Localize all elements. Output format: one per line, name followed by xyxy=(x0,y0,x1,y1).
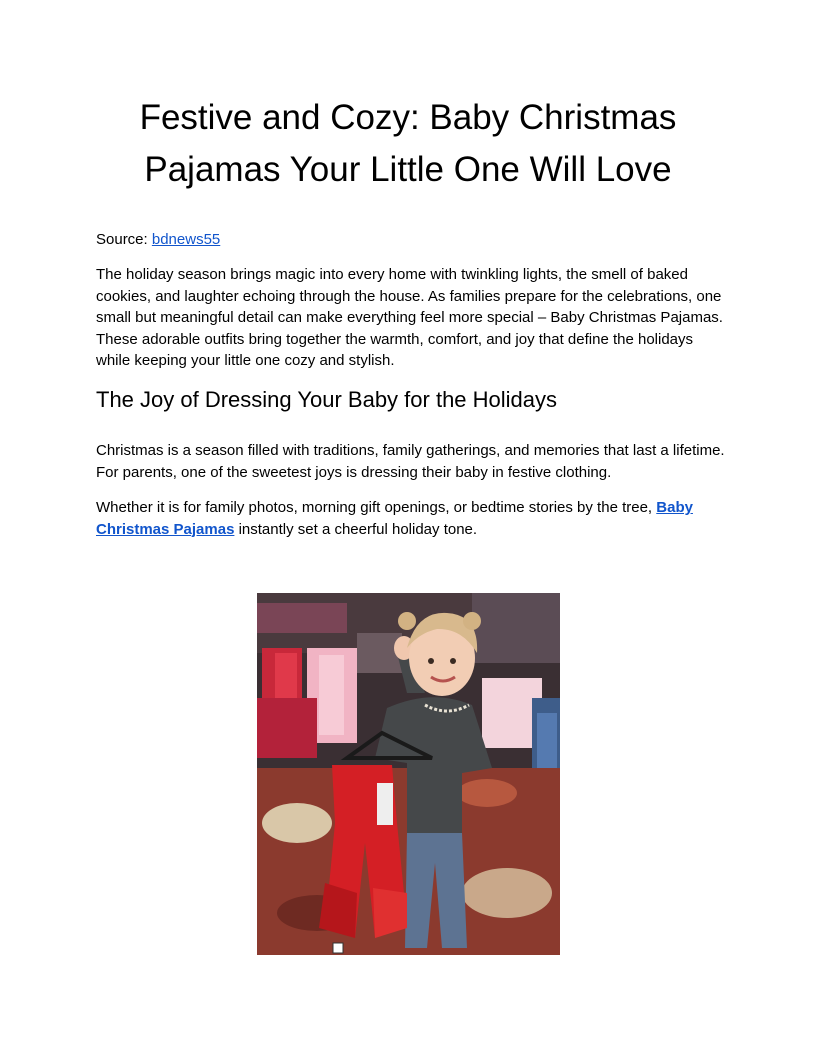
source-label: Source: xyxy=(96,231,152,248)
title-line-1: Festive and Cozy: Baby Christmas xyxy=(139,98,677,137)
document-title xyxy=(96,92,720,196)
baby-christmas-pajamas-link[interactable]: Baby Christmas Pajamas xyxy=(96,499,693,538)
source-line xyxy=(96,229,720,250)
paragraph-text-after-link: instantly set a cheerful holiday tone. xyxy=(234,520,478,538)
toddler-pajamas-photo xyxy=(257,593,560,955)
body-paragraph-traditions: Christmas is a season filled with traditions, family gatherings, and memories that last a lifetime. For parents, one of the sweetest joys is dressing their baby in festive clothing. xyxy=(96,442,725,481)
intro-paragraph: The holiday season brings magic into every home with twinkling lights, the smell of baked cookies, and laughter echoing through the house. As families prepare for the celebrations, one small but meaningful detail can make everything feel more special – Baby Christmas Pajamas. These adorable outfits bring together the warmth, comfort, and joy that define the holidays while keeping your little one cozy and stylish. xyxy=(96,266,723,369)
source-link[interactable]: bdnews55 xyxy=(151,231,221,248)
section-heading: The Joy of Dressing Your Baby for the Holidays xyxy=(96,387,558,412)
paragraph-text-before-link: Whether it is for family photos, morning gift openings, or bedtime stories by the tree, xyxy=(96,499,657,516)
title-line-2: Pajamas Your Little One Will Love xyxy=(144,150,672,189)
body-paragraph-pajamas xyxy=(96,497,726,540)
